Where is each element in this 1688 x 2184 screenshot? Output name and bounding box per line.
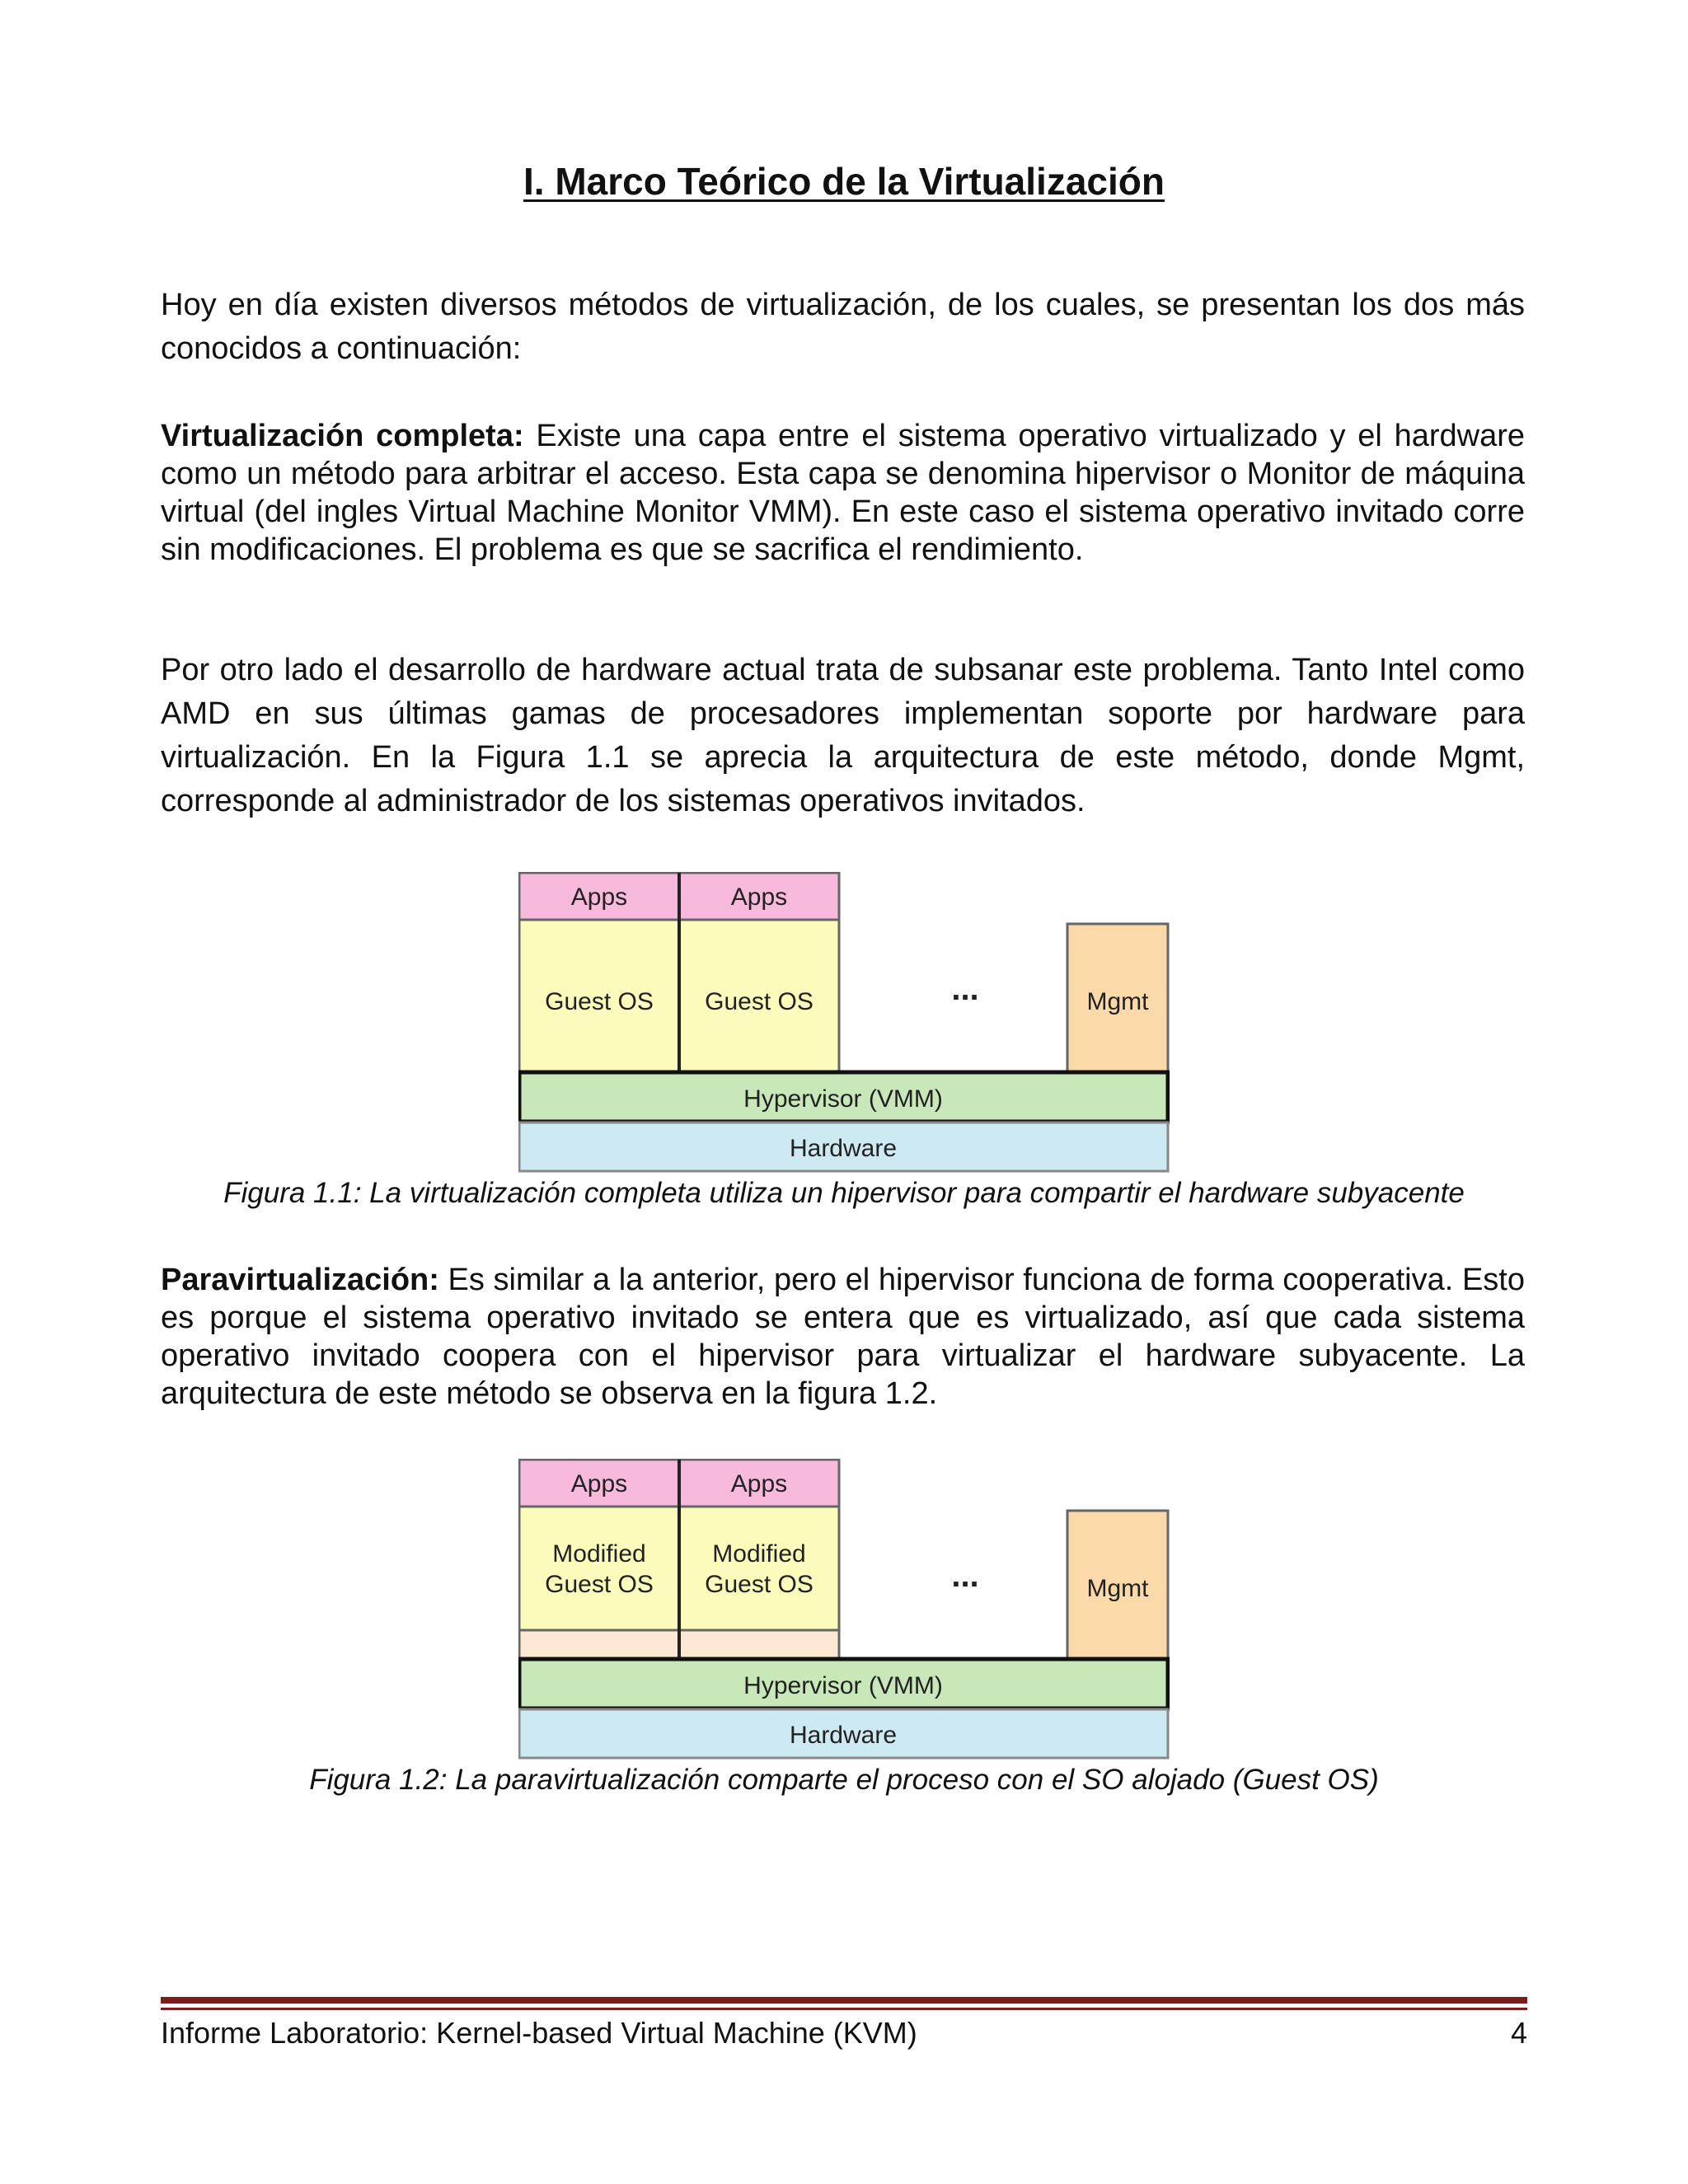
fig2-mgmt-label: Mgmt — [1086, 1575, 1149, 1602]
fig2-para-layer-2 — [679, 1630, 839, 1659]
paravirtualization-term: Paravirtualización: — [161, 1263, 439, 1297]
fig2-ellipsis: ... — [951, 1558, 979, 1594]
paravirtualization-paragraph — [161, 1261, 1525, 1413]
hardware-paragraph: Por otro lado el desarrollo de hardware actual trata de subsanar este problema. Tanto Intel como AMD en sus últimas gamas de procesadores implementan soporte por hardware para virtualización. En la Figura 1.1 se aprecia la arquitectura de este método, donde Mgmt, corresponde al administrador de los sistemas operativos invitados. — [161, 653, 1525, 818]
footer-divider-thin — [161, 2008, 1527, 2010]
figure-2-diagram — [518, 1459, 1170, 1760]
fig1-guest-label-2: Guest OS — [705, 988, 814, 1015]
fig1-mgmt-label: Mgmt — [1086, 988, 1149, 1015]
fig1-apps-label-1: Apps — [570, 883, 628, 911]
full-virtualization-term: Virtualización completa: — [161, 419, 524, 453]
fig2-apps-label-1: Apps — [570, 1470, 628, 1497]
paravirtualization-text: Es similar a la anterior, pero el hipervisor funciona de forma cooperativa. Esto es porque el sistema operativo invitado se entera que es virtualizado, así que cada sistema operativo invitado coopera con el hipervisor para virtualizar el hardware subyacente. La arquitectura de este método se observa en la figura 1.2. — [161, 1263, 1525, 1411]
fig2-guest-box-1 — [519, 1507, 679, 1630]
fig2-guest-label-2-line1: Modified — [712, 1540, 806, 1568]
fig1-guest-label-1: Guest OS — [545, 988, 654, 1015]
fig1-apps-label-2: Apps — [730, 883, 788, 911]
footer-divider — [161, 1997, 1527, 2004]
fig2-guest-label-1-line2: Guest OS — [545, 1571, 654, 1598]
figure-1-caption: Figura 1.1: La virtualización completa utiliza un hipervisor para compartir el hardware subyacente — [223, 1177, 1465, 1209]
page-number: 4 — [1510, 2016, 1527, 2050]
full-virtualization-paragraph — [161, 417, 1525, 569]
full-virtualization-text: Existe una capa entre el sistema operativo virtualizado y el hardware como un método para arbitrar el acceso. Esta capa se denomina hipervisor o Monitor de máquina virtual (del ingles Virtual Machine Monitor VMM). En este caso el sistema operativo invitado corre sin modificaciones. El problema es que se sacrifica el rendimiento. — [161, 419, 1525, 567]
fig2-apps-label-2: Apps — [730, 1470, 788, 1497]
page-title: I. Marco Teórico de la Virtualización — [523, 160, 1165, 203]
fig1-hypervisor-label: Hypervisor (VMM) — [743, 1085, 943, 1113]
fig2-para-layer-1 — [519, 1630, 679, 1659]
fig1-hardware-label: Hardware — [789, 1135, 898, 1162]
figure-1-diagram — [518, 872, 1170, 1173]
intro-paragraph: Hoy en día existen diversos métodos de virtualización, de los cuales, se presentan los dos más conocidos a continuación: — [161, 288, 1525, 366]
footer-title: Informe Laboratorio: Kernel-based Virtual Machine (KVM) — [161, 2016, 917, 2050]
fig2-hardware-label: Hardware — [789, 1722, 898, 1749]
figure-2-caption: Figura 1.2: La paravirtualización comparte el proceso con el SO alojado (Guest OS) — [309, 1764, 1379, 1796]
fig2-guest-label-1-line1: Modified — [552, 1540, 646, 1568]
fig2-hypervisor-label: Hypervisor (VMM) — [743, 1672, 943, 1699]
fig1-ellipsis: ... — [951, 971, 979, 1007]
fig2-guest-label-2-line2: Guest OS — [705, 1571, 814, 1598]
fig2-guest-box-2 — [679, 1507, 839, 1630]
